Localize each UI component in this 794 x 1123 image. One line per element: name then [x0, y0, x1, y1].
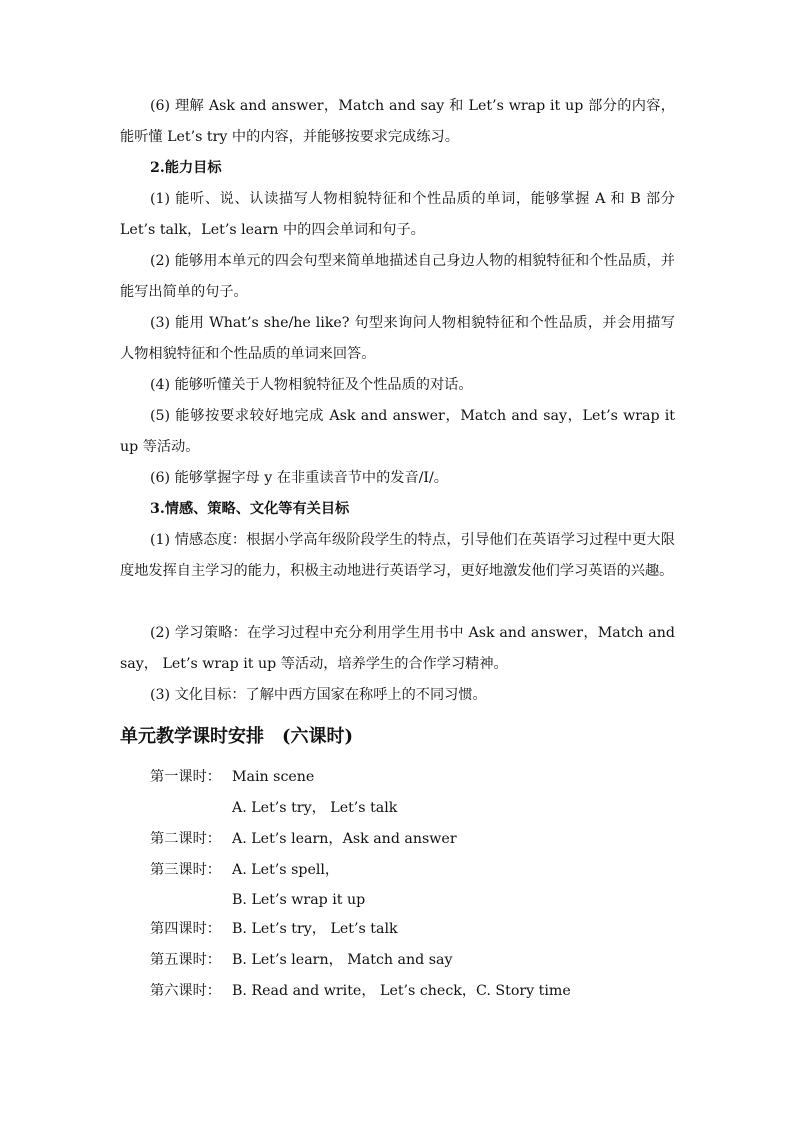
schedule-row: [232, 885, 365, 916]
schedule-content: B. Let’s learn， Match and say: [232, 952, 453, 968]
schedule-day: 第二课时：: [150, 831, 221, 847]
schedule-content: B. Let’s try， Let’s talk: [232, 921, 398, 937]
paragraph-affect-2: (2) 学习策略：在学习过程中充分利用学生用书中 Ask and answer，Match and say， Let’s wrap it up 等活动，培养学生的合作学习精神。: [120, 625, 675, 672]
section-heading-affect: 3.情感、策略、文化等有关目标: [150, 501, 350, 517]
schedule-day: 第五课时：: [150, 952, 221, 968]
schedule-row: [150, 945, 453, 976]
schedule-content: B. Let’s wrap it up: [232, 892, 366, 908]
schedule-row: [150, 762, 314, 793]
paragraph-ability-1: (1) 能听、说、认读描写人物相貌特征和个性品质的单词，能够掌握 A 和 B 部分 Let’s talk，Let’s learn 中的四会单词和句子。: [120, 191, 675, 238]
section-heading-ability: 2.能力目标: [150, 160, 222, 176]
schedule-content: Main scene: [232, 769, 315, 785]
paragraph-item-6: (6) 理解 Ask and answer，Match and say 和 Let’s wrap it up 部分的内容，能听懂 Let’s try 中的内容，并能够按要求完成练习。: [120, 98, 675, 145]
schedule-row: [150, 855, 339, 886]
paragraph-ability-4: (4) 能够听懂关于人物相貌特征及个性品质的对话。: [150, 377, 473, 393]
paragraph-ability-3: (3) 能用 What’s she/he like? 句型来询问人物相貌特征和个性品质，并会用描写人物相貌特征和个性品质的单词来回答。: [120, 315, 675, 362]
schedule-row: [150, 914, 398, 945]
schedule-content: A. Let’s learn，Ask and answer: [232, 831, 457, 847]
schedule-day: 第一课时：: [150, 769, 221, 785]
schedule-row: [150, 976, 571, 1007]
paragraph-affect-1: (1) 情感态度：根据小学高年级阶段学生的特点，引导他们在英语学习过程中更大限度地发挥自主学习的能力，积极主动地进行英语学习，更好地激发他们学习英语的兴趣。: [120, 532, 675, 579]
schedule-content: A. Let’s spell，: [232, 862, 340, 878]
schedule-content: A. Let’s try， Let’s talk: [232, 800, 398, 816]
paragraph-ability-2: (2) 能够用本单元的四会句型来简单地描述自己身边人物的相貌特征和个性品质，并能写出简单的句子。: [120, 253, 675, 300]
schedule-day: 第三课时：: [150, 862, 221, 878]
schedule-day: 第六课时：: [150, 983, 221, 999]
schedule-content: B. Read and write， Let’s check，C. Story time: [232, 983, 571, 999]
schedule-row: [232, 793, 397, 824]
paragraph-affect-3: (3) 文化目标：了解中西方国家在称呼上的不同习惯。: [150, 687, 487, 703]
paragraph-ability-5: (5) 能够按要求较好地完成 Ask and answer，Match and say，Let’s wrap it up 等活动。: [120, 408, 675, 455]
schedule-title: 单元教学课时安排 (六课时): [120, 726, 354, 747]
schedule-row: [150, 824, 457, 855]
schedule-day: 第四课时：: [150, 921, 221, 937]
paragraph-ability-6: (6) 能够掌握字母 y 在非重读音节中的发音/I/。: [150, 470, 448, 486]
